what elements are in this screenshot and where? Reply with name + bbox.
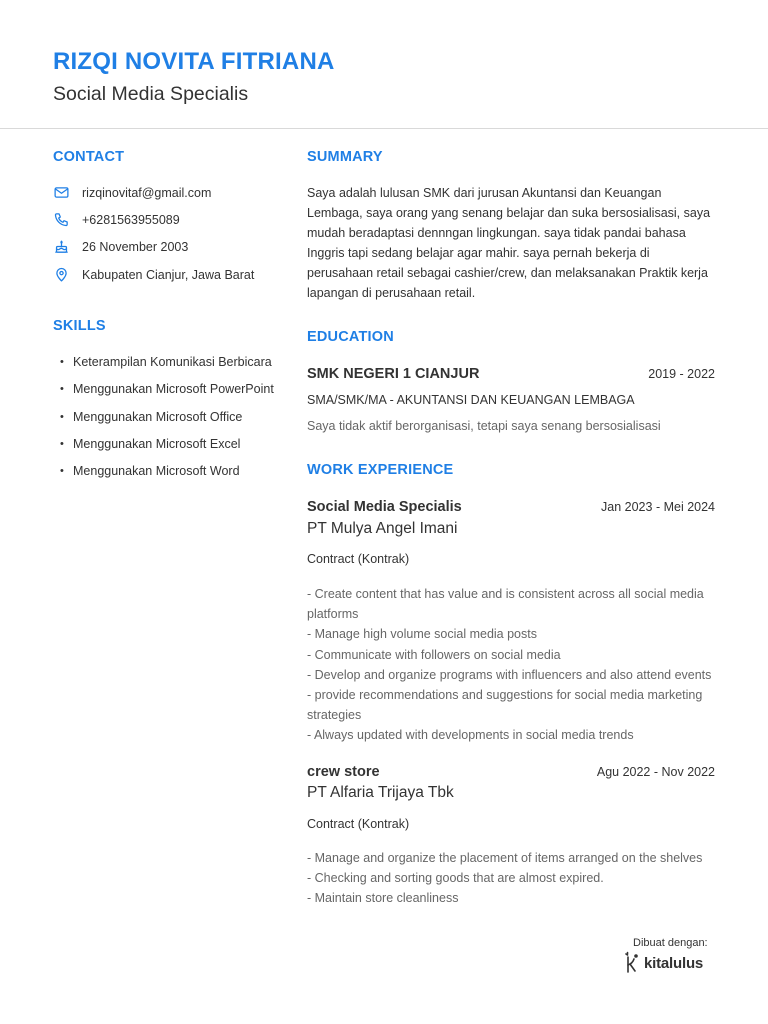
education-note: Saya tidak aktif berorganisasi, tetapi saya senang bersosialisasi [307,419,661,433]
kitalulus-logo [625,951,703,975]
candidate-name: RIZQI NOVITA FITRIANA [53,48,335,75]
duty-item: - provide recommendations and suggestions for social media marketing strategies [307,688,703,723]
birthdate-text: 26 November 2003 [82,239,189,254]
job-company: PT Mulya Angel Imani [307,520,458,537]
contact-phone [53,211,180,228]
duty-item: - Create content that has value and is consistent across all social media platforms [307,587,704,622]
skill-item: • Menggunakan Microsoft Excel [53,434,274,461]
duty-item: - Develop and organize programs with influencers and also attend events [307,667,712,682]
summary-text: Saya adalah lulusan SMK dari jurusan Akuntansi dan Keuangan Lembaga, saya orang yang senang belajar dan suka bersosialisasi, saya mudah beradaptasi dennngan lingkungan. saya tidak pandai bahasa Inggris tapi sedang belajar agar mahir. saya pernah bekerja di perusahaan retail sebagai cashier/crew, dan melaksanakan Praktik kerja lapangan di perusahaan retail. [307,186,711,300]
header-divider [0,128,768,129]
job-header [307,499,715,515]
education-years: 2019 - 2022 [648,367,715,381]
duty-item: - Maintain store cleanliness [307,891,459,906]
resume-header [53,46,335,107]
skill-item: • Menggunakan Microsoft PowerPoint [53,379,274,406]
job-type: Contract (Kontrak) [307,817,410,831]
contact-location [53,266,254,283]
email-text: rizqinovitaf@gmail.com [82,185,212,200]
contact-birthdate [53,238,188,255]
duty-item: - Always updated with developments in social media trends [307,728,634,743]
skill-item: • Menggunakan Microsoft Word [53,461,274,488]
cake-icon [53,238,70,255]
job-duties [307,848,712,909]
skills-list [53,352,274,488]
location-text: Kabupaten Cianjur, Jawa Barat [82,267,255,282]
job-company: PT Alfaria Trijaya Tbk [307,784,454,801]
education-title: EDUCATION [307,329,394,345]
location-pin-icon [53,266,70,283]
job-period: Agu 2022 - Nov 2022 [596,765,715,779]
kitalulus-mascot-icon [625,951,642,975]
school-name: SMK NEGERI 1 CIANJUR [307,366,480,382]
footer-label: Dibuat dengan: [633,937,708,949]
phone-text: +6281563955089 [82,212,180,227]
summary-title: SUMMARY [307,149,383,165]
education-row [307,366,715,382]
education-major: SMA/SMK/MA - AKUNTANSI DAN KEUANGAN LEMBAGA [307,393,635,407]
job-position: crew store [307,764,380,780]
job-type: Contract (Kontrak) [307,552,410,566]
work-title: WORK EXPERIENCE [307,462,454,478]
job-header [307,764,715,780]
brand-name: kitalulus [644,954,704,972]
phone-icon [53,211,70,228]
contact-email [53,184,211,201]
job-period: Jan 2023 - Mei 2024 [601,500,715,514]
candidate-role: Social Media Specialis [53,83,249,105]
duty-item: - Manage high volume social media posts [307,627,537,642]
job-position: Social Media Specialis [307,499,462,515]
skills-title: SKILLS [53,318,106,334]
duty-item: - Communicate with followers on social media [307,647,561,662]
job-duties [307,584,712,746]
duty-item: - Checking and sorting goods that are almost expired. [307,871,604,886]
skill-item: • Keterampilan Komunikasi Berbicara [53,352,274,379]
skill-item: • Menggunakan Microsoft Office [53,407,274,434]
contact-title: CONTACT [53,149,125,165]
mail-icon [53,184,70,201]
duty-item: - Manage and organize the placement of items arranged on the shelves [307,851,703,865]
